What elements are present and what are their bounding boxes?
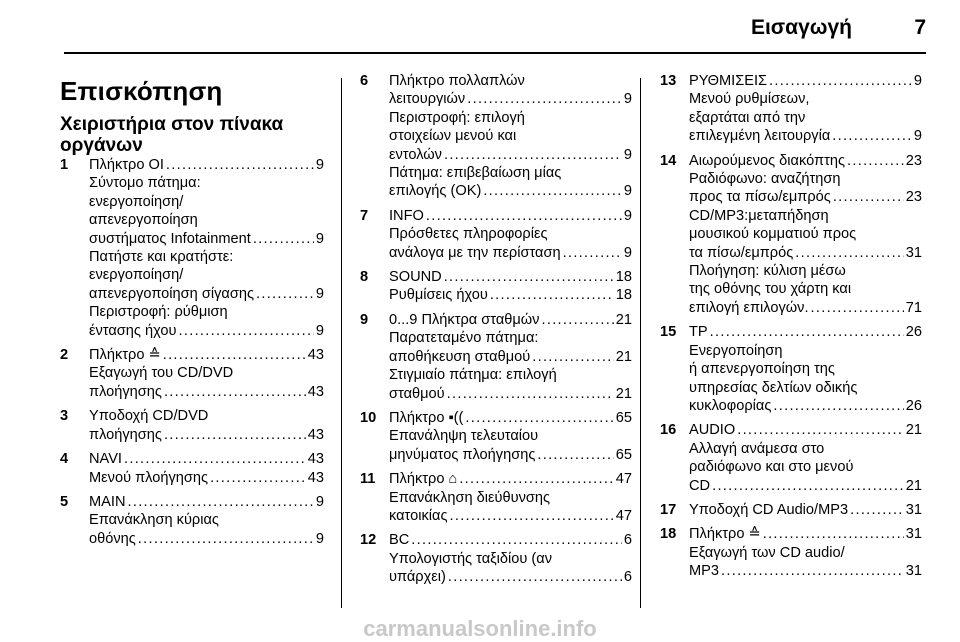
dot-leader [124, 450, 306, 468]
entry-text: σταθμού [389, 385, 445, 402]
entry-text: Ραδιόφωνο: αναζήτηση [689, 171, 841, 188]
entry-text: απενεργοποίηση σίγασης [89, 285, 254, 302]
entry-line [89, 193, 324, 211]
dot-leader [166, 156, 314, 174]
entry-text: απενεργοποίηση [89, 212, 198, 229]
entry-line [389, 489, 632, 507]
entry-line [389, 90, 632, 108]
page-reference: 21 [905, 477, 922, 494]
entry-text: Επανάκληση κύριας [89, 512, 219, 529]
page-reference: 9 [315, 230, 324, 247]
entry-line [89, 248, 324, 266]
entry-line [689, 458, 922, 476]
entry-text: Εξαγωγή των CD audio/ [689, 544, 845, 561]
entry-line [689, 501, 922, 519]
entry-line [89, 303, 324, 321]
toc-entry-16 [660, 421, 922, 495]
dot-leader [163, 346, 306, 364]
column-2 [360, 72, 632, 593]
entry-number: 17 [660, 501, 677, 518]
entry-number: 6 [360, 73, 369, 89]
dot-leader [459, 470, 613, 488]
page-header [0, 0, 960, 52]
entry-text: ενεργοποίηση/ [89, 193, 184, 210]
dot-leader [712, 477, 904, 495]
toc-entry-10 [360, 409, 632, 464]
watermark: carmanualsonline.info [363, 616, 597, 641]
dot-leader [541, 311, 613, 329]
entry-line [389, 164, 632, 182]
entry-line [389, 568, 632, 586]
entry-text: Υποδοχή CD Audio/MP3 [689, 501, 849, 518]
page-reference: 9 [315, 493, 324, 510]
entry-number: 13 [660, 73, 677, 89]
entry-text: Πλήκτρο ⌂ [389, 471, 458, 488]
header-rule [64, 52, 926, 54]
dot-leader [483, 182, 622, 200]
page-reference: 31 [905, 563, 922, 580]
page-reference: 43 [307, 426, 324, 443]
header-title: Εισαγωγή [750, 16, 852, 39]
page-reference: 6 [623, 532, 632, 549]
entry-text: AUDIO [689, 422, 736, 439]
entry-line [689, 127, 922, 145]
dot-leader [563, 244, 622, 262]
entry-text: της οθόνης του χάρτη και [689, 281, 852, 298]
dot-leader [773, 397, 903, 415]
dot-leader [164, 383, 306, 401]
entry-line [689, 299, 922, 317]
entry-line [389, 244, 632, 262]
dot-leader [847, 152, 904, 170]
dot-leader [537, 446, 613, 464]
entry-text: Πλήκτρο ΟΙ [89, 157, 164, 173]
entry-text: SOUND [389, 269, 442, 286]
entry-text: Επανάκληση διεύθυνσης [389, 489, 551, 506]
toc-entry-11 [360, 470, 632, 525]
page-reference: 71 [905, 299, 922, 316]
entry-text: MAIN [89, 493, 126, 510]
dot-leader [490, 286, 614, 304]
entry-text: Πλοήγηση: κύλιση μέσω [689, 263, 846, 280]
page-reference: 9 [623, 244, 632, 261]
page-reference: 65 [615, 409, 632, 426]
entry-line [89, 469, 324, 487]
entry-text: ενεργοποίηση/ [89, 267, 184, 284]
column-divider [341, 78, 342, 608]
entry-number: 10 [360, 409, 377, 426]
page-reference: 9 [315, 322, 324, 339]
entry-number: 18 [660, 526, 677, 543]
entry-line [389, 507, 632, 525]
entry-text: CD/MP3:μεταπήδηση [689, 207, 829, 224]
entry-text: υπηρεσίας δελτίων οδικής [689, 379, 858, 396]
entry-line [89, 266, 324, 284]
entry-text: προς τα πίσω/εμπρός [689, 189, 831, 206]
page-reference: 47 [615, 471, 632, 488]
entry-text: Περιστροφή: ρύθμιση [89, 304, 228, 321]
page-reference: 23 [905, 189, 922, 206]
entry-number: 16 [660, 422, 677, 439]
column-1 [60, 72, 324, 554]
page-reference: 31 [905, 526, 922, 543]
entry-number: 9 [360, 311, 369, 328]
page-reference: 9 [315, 285, 324, 302]
entry-line [689, 477, 922, 495]
dot-leader [721, 562, 904, 580]
page-reference: 43 [307, 383, 324, 400]
entry-line [689, 72, 922, 90]
entry-line [89, 211, 324, 229]
entry-text: Εξαγωγή του CD/DVD [89, 365, 234, 382]
toc-entry-8 [360, 268, 632, 305]
entry-line [689, 207, 922, 225]
dot-leader [832, 127, 912, 145]
entry-line [389, 286, 632, 304]
entry-text: ανάλογα με την περίσταση [389, 244, 561, 261]
page-reference: 65 [615, 446, 632, 463]
entry-number: 14 [660, 152, 677, 169]
entry-text: στοιχείων μενού και [389, 128, 517, 145]
dot-leader [467, 90, 622, 108]
entry-line [389, 470, 632, 488]
entry-line [389, 348, 632, 366]
entry-line [389, 225, 632, 243]
entry-line [89, 383, 324, 401]
entry-line [389, 550, 632, 568]
dot-leader [710, 323, 904, 341]
page-reference: 6 [623, 569, 632, 586]
entry-line [389, 182, 632, 200]
entry-line [89, 174, 324, 192]
entry-text: κυκλοφορίας [689, 397, 772, 414]
column-divider [640, 78, 641, 608]
entry-number: 15 [660, 324, 677, 341]
dot-leader [449, 507, 613, 525]
entry-line [89, 426, 324, 444]
entry-text: Ρυθμίσεις ήχου [389, 287, 488, 304]
toc-entry-7 [360, 207, 632, 262]
entry-text: πλοήγησης [89, 383, 162, 400]
entry-text: επιλογή επιλογών. [689, 299, 809, 316]
section-title: Επισκόπηση [60, 76, 223, 106]
dot-leader [444, 268, 614, 286]
entry-text: τα πίσω/εμπρός [689, 244, 794, 261]
entry-line [389, 311, 632, 329]
entry-line [389, 427, 632, 445]
entry-text: μηνύματος πλοήγησης [389, 446, 536, 463]
entry-text: ή απενεργοποίηση της [689, 361, 835, 378]
page-reference: 9 [623, 183, 632, 200]
entry-text: Επανάληψη τελευταίου [389, 428, 539, 445]
dot-leader [256, 285, 314, 303]
entry-line [389, 446, 632, 464]
entry-line [389, 409, 632, 427]
dot-leader [127, 493, 313, 511]
dot-leader [769, 72, 912, 90]
column-3 [660, 72, 922, 587]
entry-text: NAVI [89, 451, 122, 468]
entry-text: εξαρτάται από την [689, 109, 806, 126]
entry-number: 2 [60, 347, 69, 364]
entry-text: Αιωρούμενος διακόπτης [689, 152, 845, 169]
entry-line [89, 530, 324, 548]
entry-text: BC [389, 532, 410, 549]
page-reference: 26 [905, 397, 922, 414]
page-reference: 26 [905, 324, 922, 341]
dot-leader [737, 421, 904, 439]
dot-leader [179, 322, 314, 340]
entry-line [89, 364, 324, 382]
page-reference: 18 [615, 269, 632, 286]
toc-entry-3 [60, 407, 324, 444]
page-reference: 43 [307, 451, 324, 468]
toc-entry-15 [660, 323, 922, 415]
dot-leader [444, 146, 622, 164]
entry-line [89, 450, 324, 468]
toc-entry-13 [660, 72, 922, 146]
entry-line [389, 127, 632, 145]
entry-line [689, 152, 922, 170]
page-reference: 9 [623, 91, 632, 108]
page-reference: 9 [623, 207, 632, 224]
page-reference: 23 [905, 152, 922, 169]
entry-text: Μενού πλοήγησης [89, 469, 209, 486]
dot-leader [532, 348, 614, 366]
dot-leader [448, 568, 622, 586]
entry-line [389, 207, 632, 225]
toc-entry-2 [60, 346, 324, 401]
entry-line [689, 170, 922, 188]
entry-line [89, 230, 324, 248]
entry-line [689, 225, 922, 243]
entry-text: επιλογής (OK) [389, 183, 482, 200]
toc-entry-1 [60, 156, 324, 340]
entry-line [389, 385, 632, 403]
page-reference: 31 [905, 501, 922, 518]
page-reference: 21 [615, 311, 632, 328]
entry-number: 11 [360, 471, 376, 488]
section-subtitle: Χειριστήρια στον πίνακα οργάνων [60, 114, 284, 156]
entry-text: εντολών [389, 146, 442, 163]
dot-leader [763, 525, 904, 543]
entry-text: Αλλαγή ανάμεσα στο [689, 440, 825, 457]
dot-leader [447, 385, 614, 403]
entry-text: Πατήστε και κρατήστε: [89, 249, 234, 266]
entry-line [389, 329, 632, 347]
entry-number: 1 [60, 157, 69, 173]
entry-text: κατοικίας [389, 507, 448, 524]
entry-text: Πλήκτρο ≙ [89, 347, 161, 364]
entry-text: CD [689, 477, 711, 494]
entry-text: 0...9 Πλήκτρα σταθμών [389, 311, 540, 328]
entry-text: Περιστροφή: επιλογή [389, 109, 525, 126]
entry-text: ΡΥΘΜΙΣΕΙΣ [689, 73, 768, 89]
entry-text: Παρατεταμένο πάτημα: [389, 330, 539, 347]
entry-line [689, 188, 922, 206]
entry-text: Ενεργοποίηση [689, 342, 783, 359]
entry-text: έντασης ήχου [89, 322, 177, 339]
entry-number: 8 [360, 269, 369, 286]
entry-line [689, 109, 922, 127]
dot-leader [426, 207, 622, 225]
dot-leader [253, 230, 314, 248]
entry-line [389, 109, 632, 127]
entry-text: Πλήκτρο ≙ [689, 526, 761, 543]
dot-leader [210, 469, 306, 487]
entry-line [389, 268, 632, 286]
dot-leader [795, 244, 904, 262]
entry-line [689, 397, 922, 415]
entry-text: υπάρχει) [389, 569, 446, 586]
page-reference: 43 [307, 347, 324, 364]
entry-line [89, 285, 324, 303]
entry-text: Πλήκτρο πολλαπλών [389, 73, 525, 89]
dot-leader [411, 531, 622, 549]
toc-entry-14 [660, 152, 922, 318]
toc-entry-9 [360, 311, 632, 403]
entry-text: Σύντομο πάτημα: [89, 175, 201, 192]
dot-leader [850, 501, 904, 519]
entry-line [689, 544, 922, 562]
entry-text: MP3 [689, 563, 720, 580]
entry-number: 12 [360, 532, 377, 549]
entry-line [689, 360, 922, 378]
page-reference: 21 [615, 348, 632, 365]
entry-text: λειτουργιών [389, 91, 466, 108]
entry-line [689, 342, 922, 360]
page-reference: 18 [615, 287, 632, 304]
entry-line [689, 562, 922, 580]
entry-line [389, 366, 632, 384]
entry-line [689, 440, 922, 458]
entry-text: Πρόσθετες πληροφορίες [389, 226, 548, 243]
entry-line [89, 322, 324, 340]
entry-line [89, 493, 324, 511]
dot-leader [465, 409, 613, 427]
entry-line [689, 262, 922, 280]
entry-text: ραδιόφωνο και στο μενού [689, 459, 854, 476]
page-reference: 9 [913, 128, 922, 145]
entry-line [389, 146, 632, 164]
page-reference: 21 [615, 385, 632, 402]
toc-entry-12 [360, 531, 632, 586]
entry-text: Στιγμιαίο πάτημα: επιλογή [389, 367, 557, 384]
page-reference: 9 [315, 157, 324, 173]
toc-entry-17 [660, 501, 922, 519]
entry-text: Μενού ρυθμίσεων, [689, 91, 810, 108]
page-reference: 9 [623, 146, 632, 163]
dot-leader [138, 530, 314, 548]
entry-line [389, 72, 632, 90]
entry-line [89, 346, 324, 364]
entry-line [689, 421, 922, 439]
toc-entry-4 [60, 450, 324, 487]
entry-text: αποθήκευση σταθμού [389, 348, 531, 365]
entry-text: συστήματος Infotainment [89, 230, 251, 247]
entry-number: 4 [60, 451, 69, 468]
entry-text: επιλεγμένη λειτουργία [689, 128, 831, 145]
entry-number: 3 [60, 408, 69, 425]
entry-line [389, 531, 632, 549]
entry-line [89, 156, 324, 174]
entry-line [689, 244, 922, 262]
page-reference: 31 [905, 244, 922, 261]
entry-text: Πλήκτρο ▪(( [389, 409, 464, 426]
entry-text: INFO [389, 207, 424, 224]
entry-text: Πάτημα: επιβεβαίωση μίας [389, 165, 562, 182]
toc-entry-18 [660, 525, 922, 580]
header-page-number: 7 [914, 16, 926, 39]
entry-text: μουσικού κομματιού προς [689, 226, 857, 243]
entry-text: πλοήγησης [89, 426, 162, 443]
entry-text: Υπολογιστής ταξιδίου (αν [389, 550, 553, 567]
entry-number: 5 [60, 493, 69, 510]
entry-text: οθόνης [89, 530, 136, 547]
dot-leader [811, 299, 904, 317]
entry-number: 7 [360, 207, 369, 224]
entry-line [689, 323, 922, 341]
entry-line [89, 407, 324, 425]
toc-entry-5 [60, 493, 324, 548]
page-reference: 21 [905, 422, 922, 439]
entry-text: Υποδοχή CD/DVD [89, 408, 209, 425]
page-reference: 43 [307, 469, 324, 486]
entry-line [689, 525, 922, 543]
entry-line [689, 90, 922, 108]
dot-leader [164, 426, 306, 444]
dot-leader [833, 188, 904, 206]
page-reference: 9 [315, 530, 324, 547]
entry-text: TP [689, 324, 708, 341]
page-reference: 9 [913, 73, 922, 89]
page-reference: 47 [615, 507, 632, 524]
toc-entry-6 [360, 72, 632, 201]
entry-line [689, 379, 922, 397]
entry-line [89, 511, 324, 529]
entry-line [689, 280, 922, 298]
